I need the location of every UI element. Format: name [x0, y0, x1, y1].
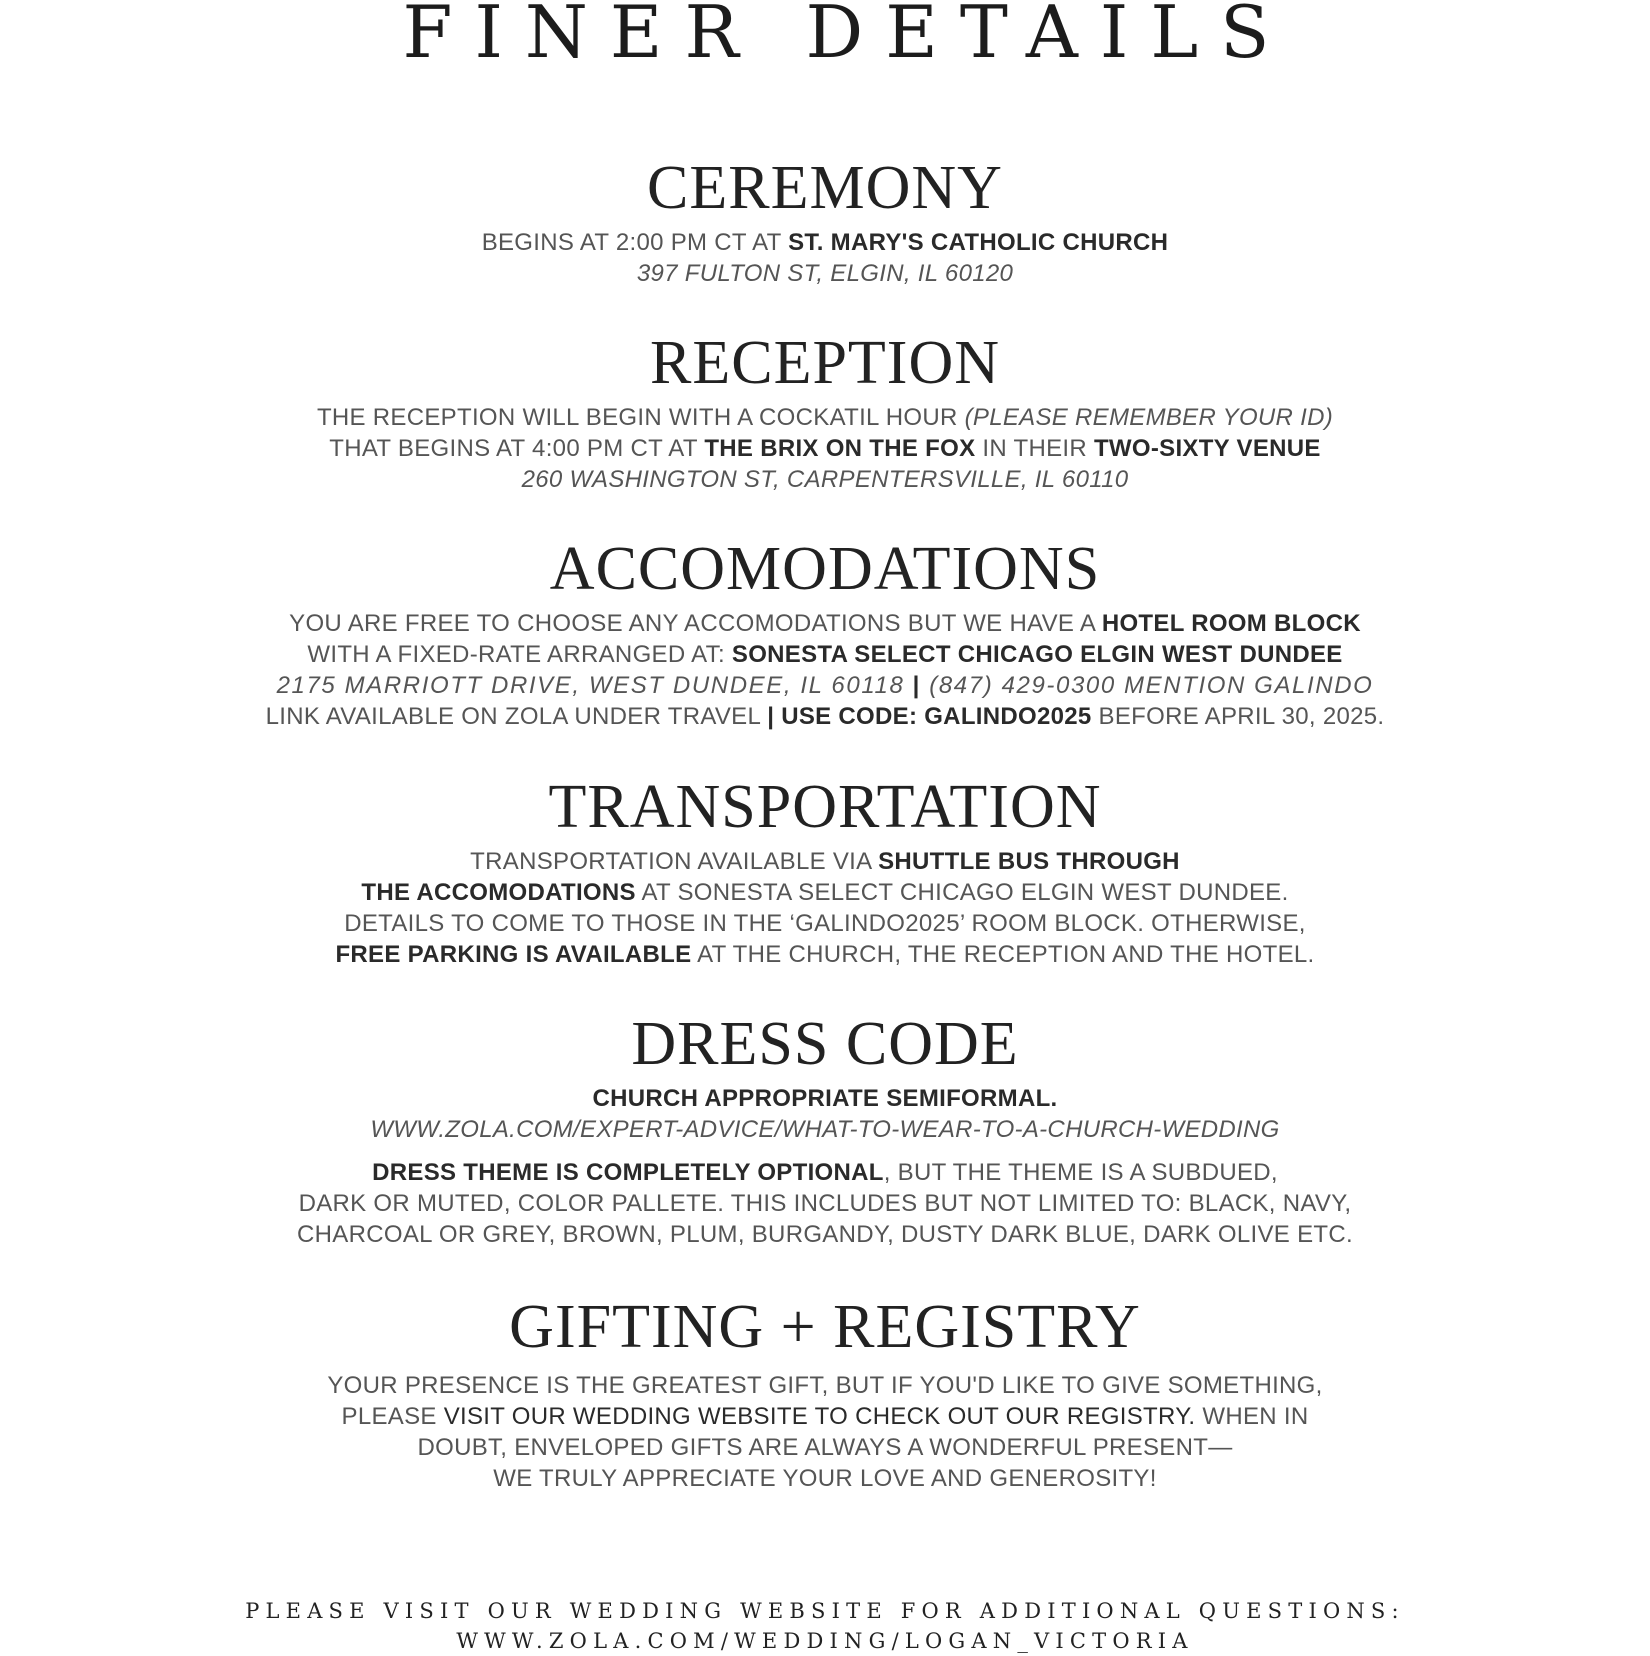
footer-note: PLEASE VISIT OUR WEDDING WEBSITE FOR ADDITIONAL QUESTIONS:: [245, 1599, 1405, 1623]
accomodations-line-2: WITH A FIXED-RATE ARRANGED AT: SONESTA SELECT CHICAGO ELGIN WEST DUNDEE: [307, 641, 1343, 668]
reception-line-2: THAT BEGINS AT 4:00 PM CT AT THE BRIX ON THE FOX IN THEIR TWO-SIXTY VENUE: [329, 435, 1321, 462]
dress-theme-line-1: DRESS THEME IS COMPLETELY OPTIONAL, BUT THE THEME IS A SUBDUED,: [372, 1159, 1278, 1186]
accomodations-heading: ACCOMODATIONS: [549, 535, 1101, 603]
reception-line-1: THE RECEPTION WILL BEGIN WITH A COCKATIL HOUR (PLEASE REMEMBER YOUR ID): [316, 404, 1334, 431]
ceremony-section: [0, 155, 1650, 289]
dress-code-requirement: CHURCH APPROPRIATE SEMIFORMAL.: [592, 1085, 1058, 1112]
accomodations-section: [0, 536, 1650, 732]
gifting-line-4: WE TRULY APPRECIATE YOUR LOVE AND GENEROSITY!: [493, 1465, 1157, 1492]
transportation-heading: TRANSPORTATION: [548, 773, 1102, 841]
dress-code-link: WWW.ZOLA.COM/EXPERT-ADVICE/WHAT-TO-WEAR-TO-A-CHURCH-WEDDING: [370, 1116, 1280, 1143]
reception-heading: RECEPTION: [650, 329, 1000, 397]
transportation-section: [0, 774, 1650, 970]
accomodations-line-1: YOU ARE FREE TO CHOOSE ANY ACCOMODATIONS BUT WE HAVE A HOTEL ROOM BLOCK: [289, 610, 1361, 637]
page-title: FINER DETAILS: [402, 0, 1292, 74]
ceremony-address: 397 FULTON ST, ELGIN, IL 60120: [636, 260, 1014, 287]
footer: [0, 1596, 1650, 1656]
reception-address: 260 WASHINGTON ST, CARPENTERSVILLE, IL 60110: [521, 466, 1129, 493]
dress-theme-line-2: DARK OR MUTED, COLOR PALLETE. THIS INCLUDES BUT NOT LIMITED TO: BLACK, NAVY,: [298, 1190, 1352, 1217]
ceremony-heading: CEREMONY: [647, 154, 1003, 222]
transportation-line-3: DETAILS TO COME TO THOSE IN THE ‘GALINDO2025’ ROOM BLOCK. OTHERWISE,: [344, 910, 1306, 937]
transportation-line-1: TRANSPORTATION AVAILABLE VIA SHUTTLE BUS THROUGH: [470, 848, 1180, 875]
dress-code-heading: DRESS CODE: [631, 1010, 1019, 1078]
accomodations-line-4: LINK AVAILABLE ON ZOLA UNDER TRAVEL | USE CODE: GALINDO2025 BEFORE APRIL 30, 2025.: [265, 703, 1385, 730]
gifting-section: [0, 1294, 1650, 1494]
transportation-line-2: THE ACCOMODATIONS AT SONESTA SELECT CHICAGO ELGIN WEST DUNDEE.: [361, 879, 1289, 906]
reception-section: [0, 330, 1650, 495]
dress-code-section: [0, 1011, 1650, 1250]
transportation-line-4: FREE PARKING IS AVAILABLE AT THE CHURCH, THE RECEPTION AND THE HOTEL.: [335, 941, 1315, 968]
gifting-heading: GIFTING + REGISTRY: [509, 1293, 1141, 1361]
footer-website: WWW.ZOLA.COM/WEDDING/LOGAN_VICTORIA: [456, 1629, 1194, 1653]
ceremony-venue: ST. MARY'S CATHOLIC CHURCH: [788, 229, 1169, 256]
dress-theme-line-3: CHARCOAL OR GREY, BROWN, PLUM, BURGANDY, DUSTY DARK BLUE, DARK OLIVE ETC.: [297, 1221, 1353, 1248]
accomodations-line-3: 2175 MARRIOTT DRIVE, WEST DUNDEE, IL 60118 | (847) 429-0300 MENTION GALINDO: [276, 672, 1374, 699]
ceremony-time-line: BEGINS AT 2:00 PM CT AT ST. MARY'S CATHOLIC CHURCH: [481, 229, 1169, 256]
gifting-line-3: DOUBT, ENVELOPED GIFTS ARE ALWAYS A WONDERFUL PRESENT—: [417, 1434, 1233, 1461]
gifting-line-2: PLEASE VISIT OUR WEDDING WEBSITE TO CHECK OUT OUR REGISTRY. WHEN IN: [341, 1403, 1309, 1430]
gifting-line-1: YOUR PRESENCE IS THE GREATEST GIFT, BUT IF YOU'D LIKE TO GIVE SOMETHING,: [327, 1372, 1323, 1399]
